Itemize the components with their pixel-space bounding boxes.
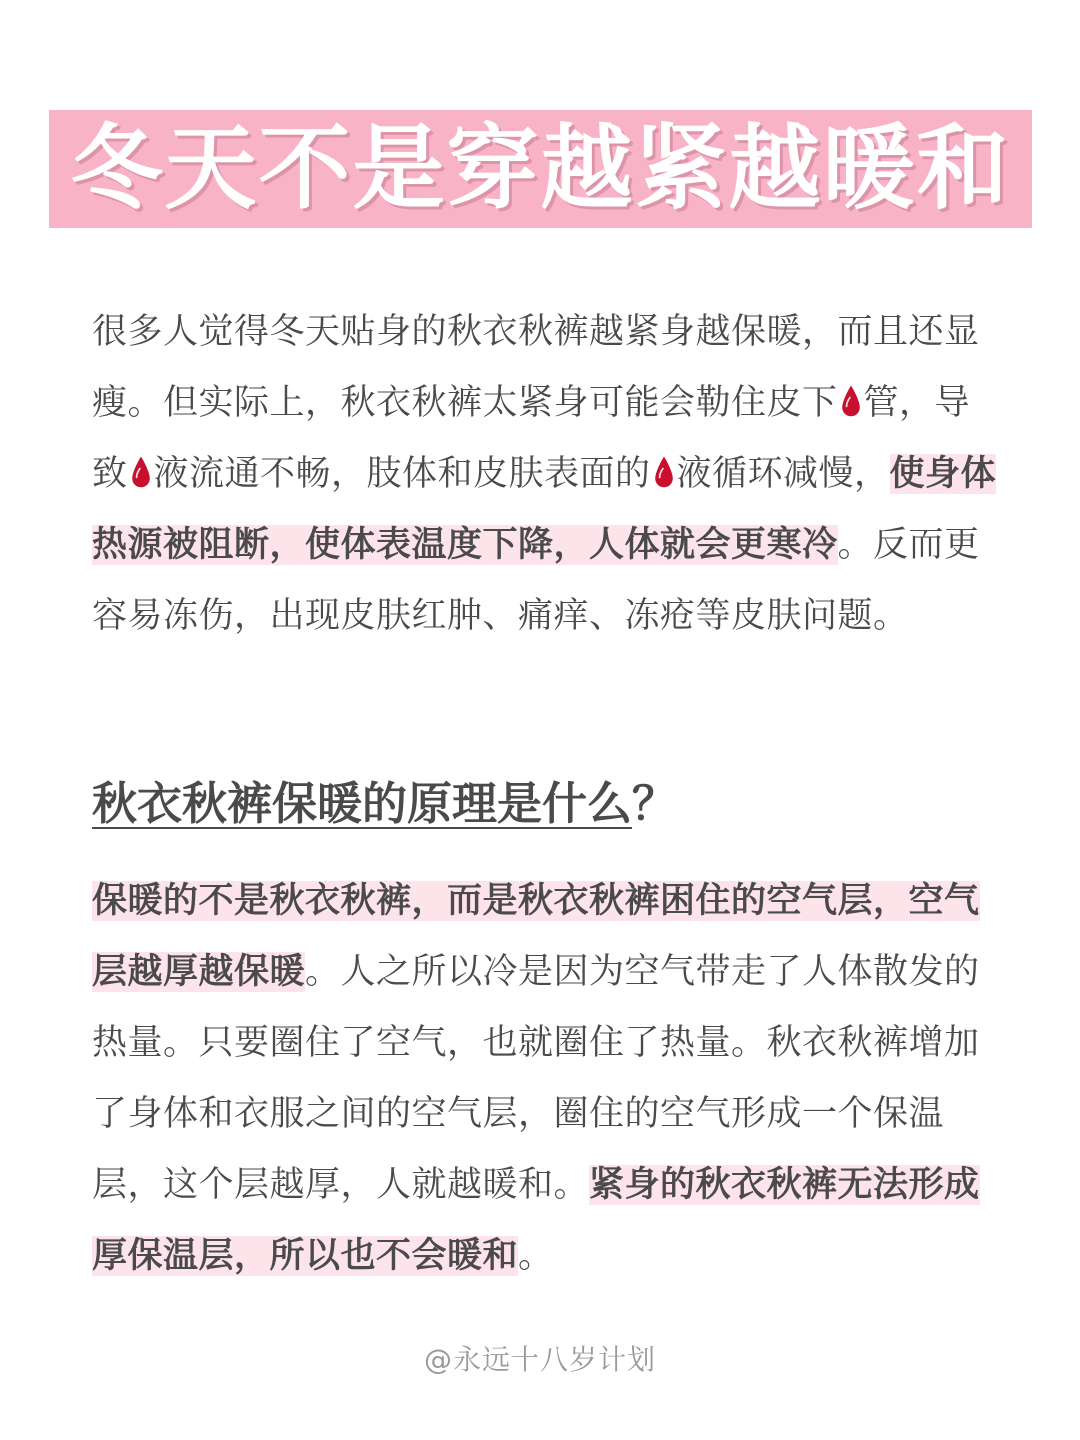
section-heading-mark: ？: [632, 777, 678, 830]
intro-text-2: 管，导致: [92, 383, 971, 494]
intro-text-1: 很多人觉得冬天贴身的秋衣秋裤越紧身越保暖，而且还显瘦。但实际上，秋衣秋裤太紧身可能会勒住皮下: [92, 312, 980, 423]
principle-highlight-2: 紧身的秋衣秋裤无法形成厚保温层，所以也不会暖和: [92, 1165, 980, 1276]
section-heading: [92, 772, 677, 836]
author-watermark: @永远十八岁计划: [423, 1343, 656, 1376]
intro-text-4: 液循环减慢，: [676, 454, 890, 494]
title-banner: [49, 110, 1032, 228]
page-title: 冬天不是穿越紧越暖和: [70, 115, 1011, 222]
intro-paragraph: [92, 297, 1004, 652]
blood-drop-icon: [653, 455, 675, 491]
section-heading-text: 秋衣秋裤保暖的原理是什么: [92, 777, 633, 830]
principle-text-1: 。人之所以冷是因为空气带走了人体散发的热量。只要圈住了空气，也就圈住了热量。秋衣秋裤增加了身体和衣服之间的空气层，圈住的空气形成一个保温层，这个层越厚，人就越暖和。: [92, 952, 980, 1205]
blood-drop-icon: [840, 384, 862, 420]
intro-text-3: 液流通不畅，肢体和皮肤表面的: [153, 454, 651, 494]
principle-paragraph: [92, 866, 1004, 1292]
blood-drop-icon: [130, 455, 152, 491]
intro-highlight: 使身体热源被阻断，使体表温度下降，人体就会更寒冷: [92, 454, 997, 565]
intro-text-5: 。反而更容易冻伤，出现皮肤红肿、痛痒、冻疮等皮肤问题。: [92, 525, 980, 636]
principle-highlight-1: 保暖的不是秋衣秋裤，而是秋衣秋裤困住的空气层，空气层越厚越保暖: [92, 881, 980, 992]
principle-text-2: 。: [518, 1236, 554, 1276]
